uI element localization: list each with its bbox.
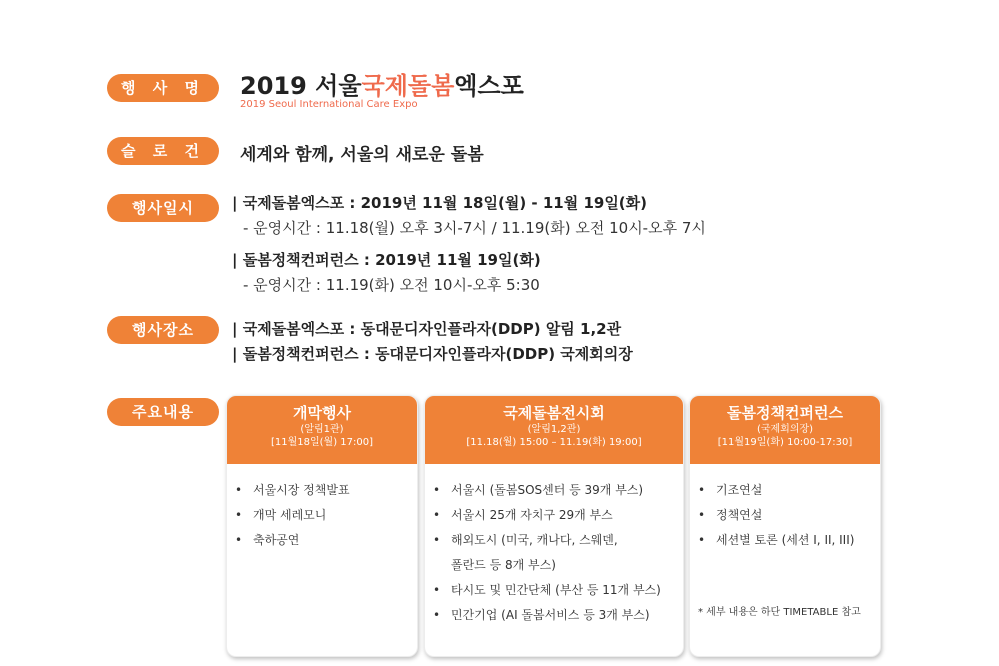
- schedule-heading: | 돌봄정책컨퍼런스 : 2019년 11월 19일(화): [232, 251, 541, 269]
- card-location: (국제회의장): [756, 424, 814, 435]
- list-item: • 개막 세레모니: [235, 503, 417, 528]
- event-subtitle: 2019 Seoul International Care Expo: [240, 99, 418, 110]
- card-title: 돌봄정책컨퍼런스: [727, 404, 843, 422]
- card-header: [425, 396, 683, 464]
- card-note: * 세부 내용은 하단 TIMETABLE 참고: [698, 607, 861, 618]
- card-header: [227, 396, 417, 464]
- event-title-suffix: 엑스포: [454, 72, 524, 100]
- card-title: 개막행사: [293, 404, 351, 422]
- list-item: 폴란드 등 8개 부스): [451, 558, 556, 572]
- card-location: (알림1관): [300, 424, 344, 435]
- label-slogan: 슬 로 건: [107, 137, 219, 165]
- list-item: • 타시도 및 민간단체 (부산 등 11개 부스): [433, 578, 683, 603]
- list-item: • 축하공연: [235, 528, 417, 553]
- list-item: • 해외도시 (미국, 캐나다, 스웨덴,: [433, 528, 683, 553]
- list-item: • 세션별 토론 (세션 I, II, III): [698, 528, 880, 553]
- event-title-accent: 국제돌봄: [361, 72, 455, 100]
- slogan-text: 세계와 함께, 서울의 새로운 돌봄: [240, 145, 484, 165]
- list-item: • 정책연설: [698, 503, 880, 528]
- card-items: [690, 464, 880, 553]
- card-header: [690, 396, 880, 464]
- card-items: [425, 464, 683, 628]
- card-conference: [689, 395, 881, 657]
- list-item: • 서울시장 정책발표: [235, 478, 417, 503]
- schedule-detail: - 운영시간 : 11.18(월) 오후 3시-7시 / 11.19(화) 오전 10시-오후 7시: [243, 219, 706, 237]
- event-title-prefix: 2019 서울: [240, 72, 362, 100]
- list-item: • 서울시 25개 자치구 29개 부스: [433, 503, 683, 528]
- venue-line: | 국제돌봄엑스포 : 동대문디자인플라자(DDP) 알림 1,2관: [232, 320, 622, 338]
- label-venue: 행사장소: [107, 316, 219, 344]
- label-content: 주요내용: [107, 398, 219, 426]
- list-item: • 기조연설: [698, 478, 880, 503]
- card-title: 국제돌봄전시회: [503, 404, 605, 422]
- card-time: [11.18(월) 15:00 – 11.19(화) 19:00]: [466, 437, 642, 448]
- card-location: (알림1,2관): [527, 424, 581, 435]
- venue-line: | 돌봄정책컨퍼런스 : 동대문디자인플라자(DDP) 국제회의장: [232, 345, 633, 363]
- card-time: [11월18일(월) 17:00]: [270, 437, 374, 448]
- card-exhibition: [424, 395, 684, 657]
- card-items: [227, 464, 417, 553]
- list-item: • 민간기업 (AI 돌봄서비스 등 3개 부스): [433, 603, 683, 628]
- card-time: [11월19일(화) 10:00-17:30]: [717, 437, 853, 448]
- card-opening: [226, 395, 418, 657]
- event-title: [240, 66, 524, 101]
- schedule-heading: | 국제돌봄엑스포 : 2019년 11월 18일(월) - 11월 19일(화): [232, 194, 648, 212]
- list-item: • 서울시 (돌봄SOS센터 등 39개 부스): [433, 478, 683, 503]
- label-date: 행사일시: [107, 194, 219, 222]
- schedule-detail: - 운영시간 : 11.19(화) 오전 10시-오후 5:30: [243, 276, 540, 294]
- label-event-name: 행 사 명: [107, 74, 219, 102]
